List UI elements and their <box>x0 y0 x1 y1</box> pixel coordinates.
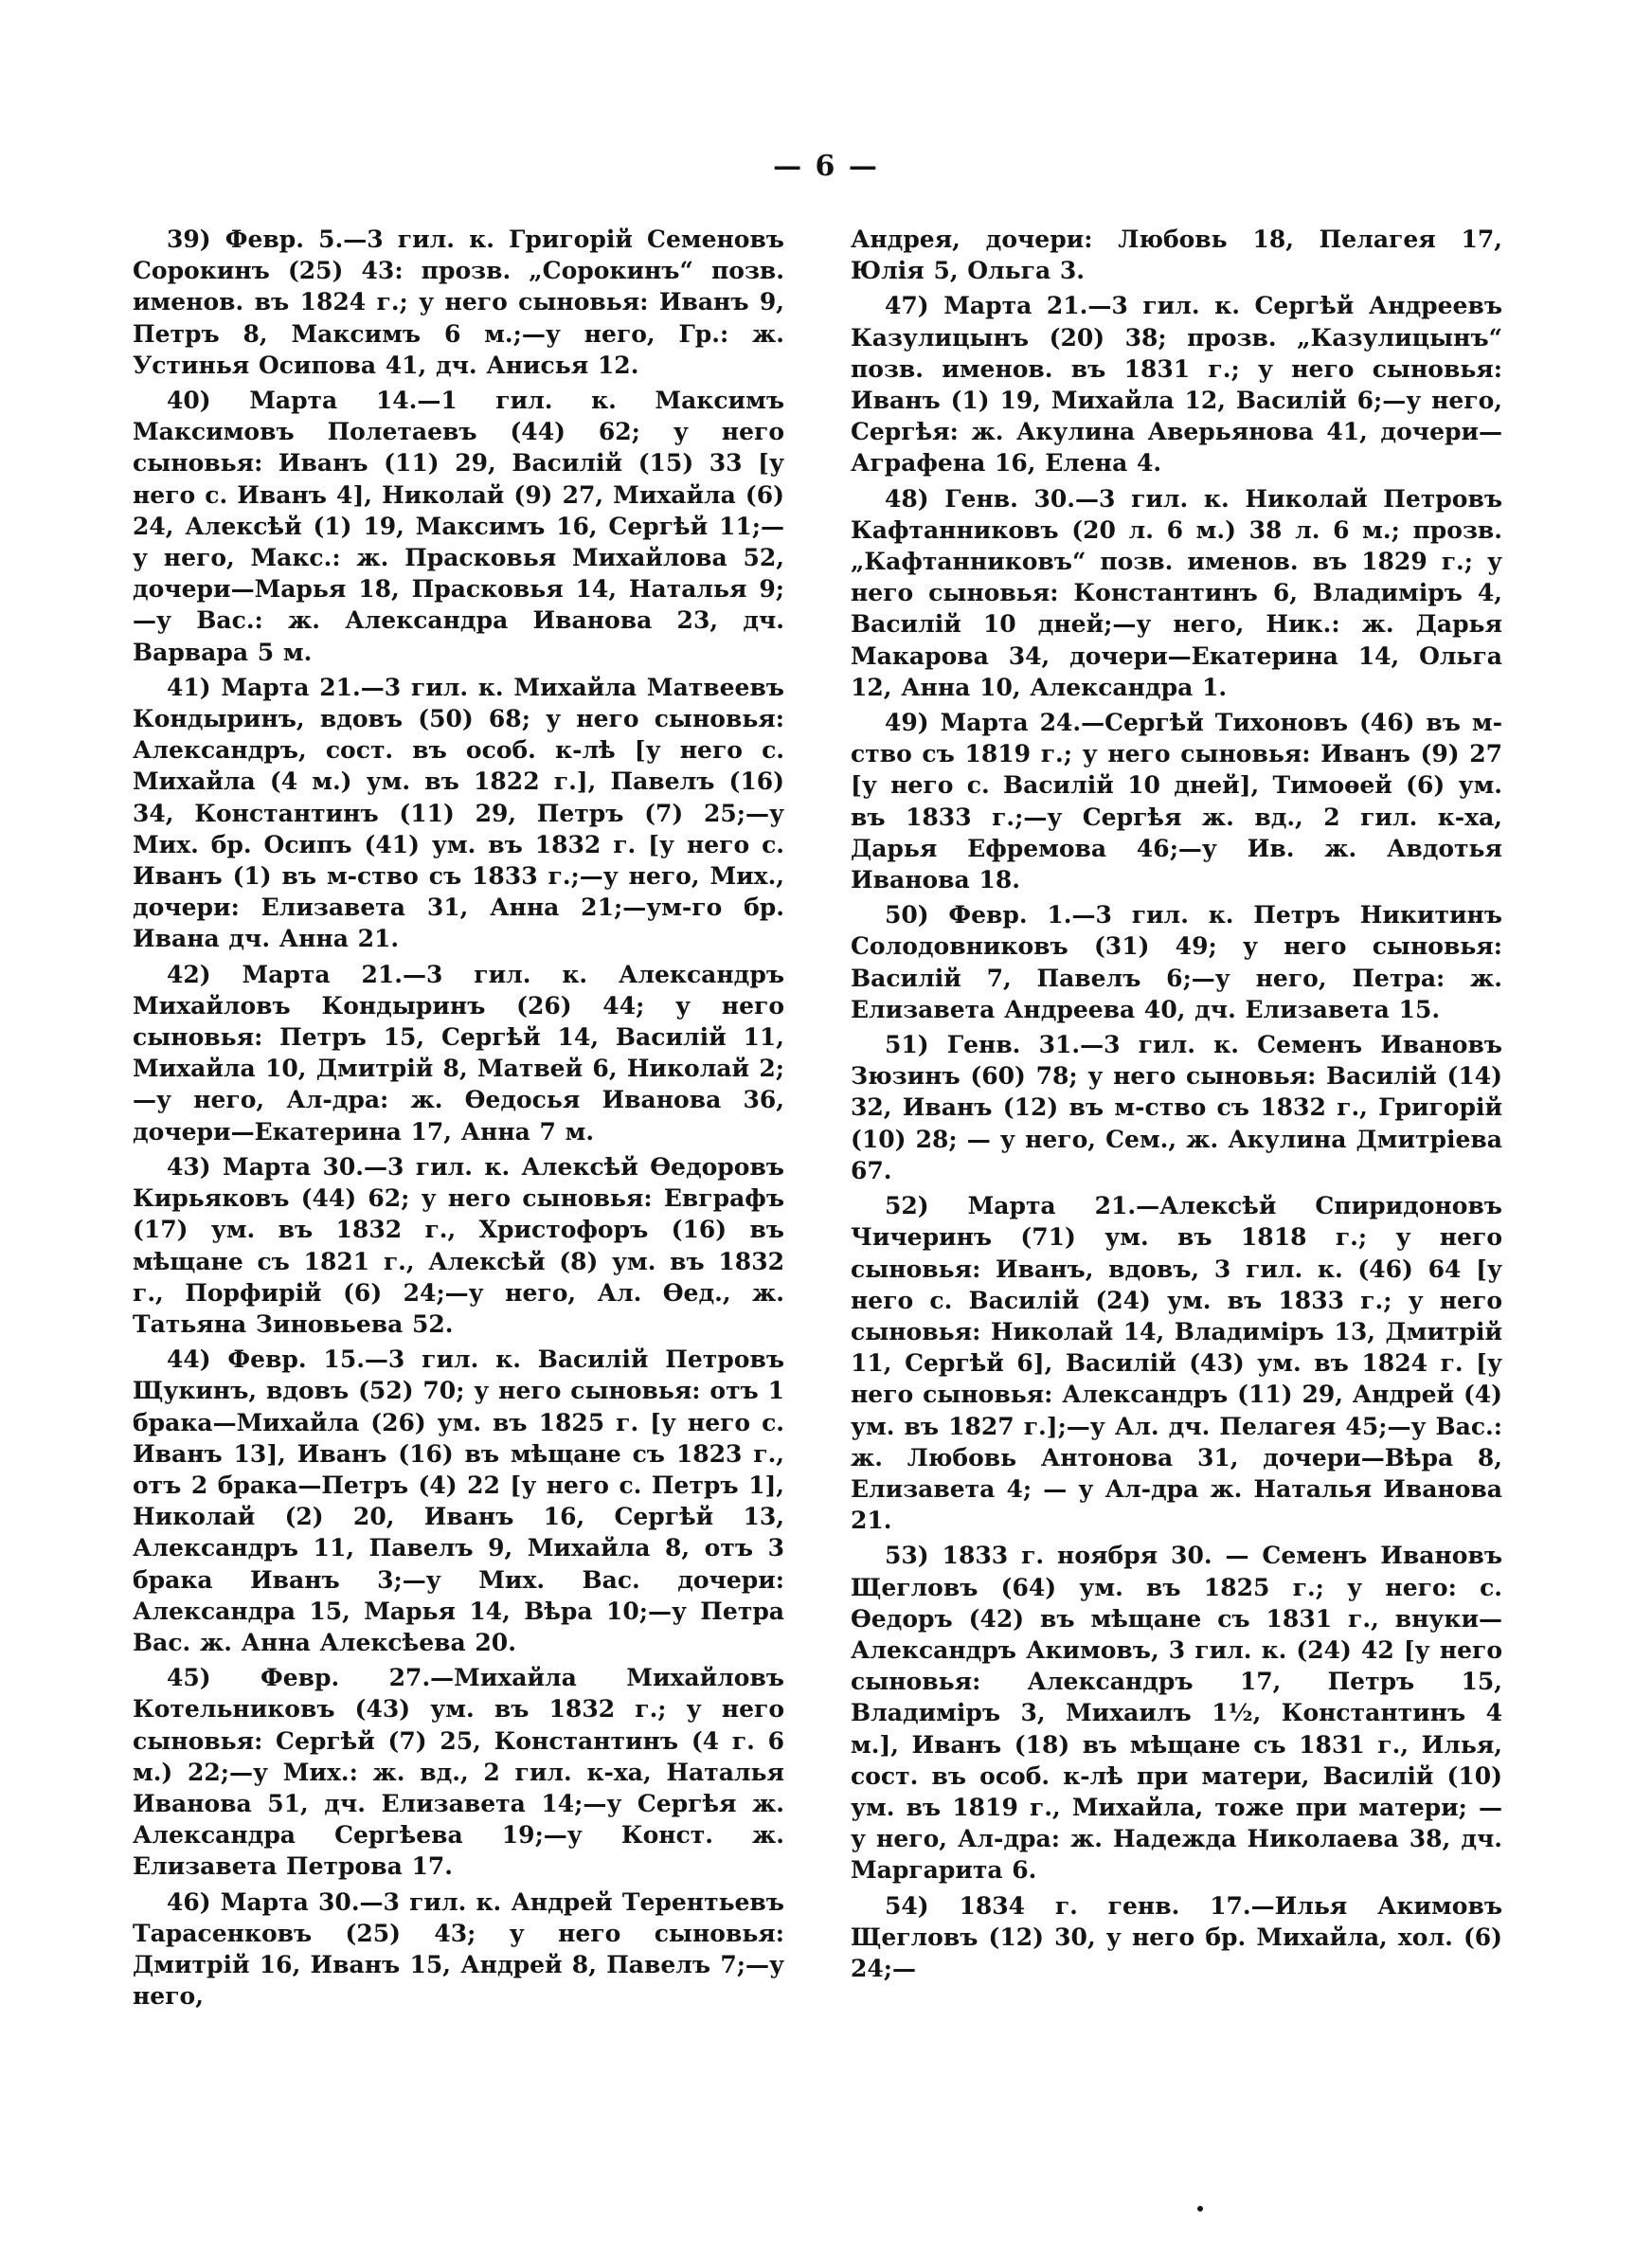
page-number: — 6 — <box>773 150 879 183</box>
entry-46: 46) Марта 30.—3 гил. к. Андрей Терентьевъ Тарасенковъ (25) 43; у него сыновья: Дмитрій 16, Иванъ 15, Андрей 8, Павелъ 7;—у него, <box>133 1887 784 2011</box>
left-column <box>133 224 784 2015</box>
right-column <box>851 224 1502 1988</box>
entry-49: 49) Марта 24.—Сергѣй Тихоновъ (46) въ м-ство съ 1819 г.; у него сыновья: Иванъ (9) 27 [у него с. Василій 10 дней], Тимоѳей (6) ум. въ 1833 г.;—у Сергѣя ж. вд., 2 гил. к-ха, Дарья Ефремова 46;—у Ив. ж. Авдотья Иванова 18. <box>851 709 1502 894</box>
entry-39: 39) Февр. 5.—3 гил. к. Григорій Семеновъ Сорокинъ (25) 43: прозв. „Сорокинъ“ позв. именов. въ 1824 г.; у него сыновья: Иванъ 9, Петръ 8, Максимъ 6 м.;—у него, Гр.: ж. Устинья Осипова 41, дч. Анисья 12. <box>133 226 784 379</box>
entry-45: 45) Февр. 27.—Михайла Михайловъ Котельниковъ (43) ум. въ 1832 г.; у него сыновья: Сергѣй (7) 25, Константинъ (4 г. 6 м.) 22;—у Мих.: ж. вд., 2 гил. к-ха, Наталья Иванова 51, дч. Елизавета 14;—у Сергѣя ж. Александра Сергѣева 19;—у Конст. ж. Елизавета Петрова 17. <box>133 1664 784 1881</box>
entry-53: 53) 1833 г. ноября 30. — Семенъ Ивановъ Щегловъ (64) ум. въ 1825 г.; у него: с. Ѳедоръ (42) въ мѣщане съ 1831 г., внуки—Александръ Акимовъ, 3 гил. к. (24) 42 [у него сыновья: Александръ 17, Петръ 15, Владиміръ 3, Михаилъ 1½, Константинъ 4 м.], Иванъ (18) въ мѣщане съ 1831 г., Илья, сост. въ особ. к-лѣ при матери, Василій (10) ум. въ 1819 г., Михайла, тоже при матери; — у него, Ал-дра: ж. Надежда Николаева 38, дч. Маргарита 6. <box>851 1542 1502 1885</box>
entry-50: 50) Февр. 1.—3 гил. к. Петръ Никитинъ Солодовниковъ (31) 49; у него сыновья: Василій 7, Павелъ 6;—у него, Петра: ж. Елизавета Андреева 40, дч. Елизавета 15. <box>851 901 1502 1023</box>
entry-42: 42) Марта 21.—3 гил. к. Александръ Михайловъ Кондыринъ (26) 44; у него сыновья: Петръ 15, Сергѣй 14, Василій 11, Михайла 10, Дмитрій 8, Матвей 6, Николай 2;—у него, Ал-дра: ж. Ѳедосья Иванова 36, дочери—Екатерина 17, Анна 7 м. <box>133 960 784 1146</box>
entry-41: 41) Марта 21.—3 гил. к. Михайла Матвеевъ Кондыринъ, вдовъ (50) 68; у него сыновья: Александръ, сост. въ особ. к-лѣ [у него с. Михайла (4 м.) ум. въ 1822 г.], Павелъ (16) 34, Константинъ (11) 29, Петръ (7) 25;—у Мих. бр. Осипъ (41) ум. въ 1832 г. [у него с. Иванъ (1) въ м-ство съ 1833 г.;—у него, Мих., дочери: Елизавета 31, Анна 21;—ум-го бр. Ивана дч. Анна 21. <box>133 673 784 953</box>
entry-52: 52) Марта 21.—Алексѣй Спиридоновъ Чичеринъ (71) ум. въ 1818 г.; у него сыновья: Иванъ, вдовъ, 3 гил. к. (46) 64 [у него с. Василій (24) ум. въ 1833 г.; у него сыновья: Николай 14, Владиміръ 13, Дмитрій 11, Сергѣй 6], Василій (43) ум. въ 1824 г. [у него сыновья: Александръ (11) 29, Андрей (4) ум. въ 1827 г.];—у Ал. дч. Пелагея 45;—у Вас.: ж. Любовь Антонова 31, дочери—Вѣра 8, Елизавета 4; — у Ал-дра ж. Наталья Иванова 21. <box>851 1192 1502 1535</box>
entry-47: 47) Марта 21.—3 гил. к. Сергѣй Андреевъ Казулицынъ (20) 38; прозв. „Казулицынъ“ позв. именов. въ 1831 г.; у него сыновья: Иванъ (1) 19, Михайла 12, Василій 6;—у него, Сергѣя: ж. Акулина Аверьянова 41, дочери—Аграфена 16, Елена 4. <box>851 292 1502 478</box>
entry-43: 43) Марта 30.—3 гил. к. Алексѣй Ѳедоровъ Кирьяковъ (44) 62; у него сыновья: Евграфъ (17) ум. въ 1832 г., Христофоръ (16) въ мѣщане съ 1821 г., Алексѣй (8) ум. въ 1832 г., Порфирій (6) 24;—у него, Ал. Ѳед., ж. Татьяна Зиновьева 52. <box>133 1152 784 1338</box>
entry-54: 54) 1834 г. генв. 17.—Илья Акимовъ Щегловъ (12) 30, у него бр. Михайла, хол. (6) 24;— <box>851 1891 1502 1982</box>
print-speck <box>1197 2206 1203 2212</box>
entry-46-continuation: Андрея, дочери: Любовь 18, Пелагея 17, Юлія 5, Ольга 3. <box>851 226 1502 285</box>
entry-40: 40) Марта 14.—1 гил. к. Максимъ Максимовъ Полетаевъ (44) 62; у него сыновья: Иванъ (11) 29, Василій (15) 33 [у него с. Иванъ 4], Николай (9) 27, Михайла (6) 24, Алексѣй (1) 19, Максимъ 16, Сергѣй 11;—у него, Макс.: ж. Прасковья Михайлова 52, дочери—Марья 18, Прасковья 14, Наталья 9;—у Вас.: ж. Александра Иванова 23, дч. Варвара 5 м. <box>133 387 784 666</box>
entry-51: 51) Генв. 31.—3 гил. к. Семенъ Ивановъ Зюзинъ (60) 78; у него сыновья: Василій (14) 32, Иванъ (12) въ м-ство съ 1832 г., Григорій (10) 28; — у него, Сем., ж. Акулина Дмитріева 67. <box>851 1031 1502 1184</box>
entry-48: 48) Генв. 30.—3 гил. к. Николай Петровъ Кафтанниковъ (20 л. 6 м.) 38 л. 6 м.; прозв. „Кафтанниковъ“ позв. именов. въ 1829 г.; у него сыновья: Константинъ 6, Владиміръ 4, Василій 10 дней;—у него, Ник.: ж. Дарья Макарова 34, дочери—Екатерина 14, Ольга 12, Анна 10, Александра 1. <box>851 484 1502 701</box>
entry-44: 44) Февр. 15.—3 гил. к. Василій Петровъ Щукинъ, вдовъ (52) 70; у него сыновья: отъ 1 брака—Михайла (26) ум. въ 1825 г. [у него с. Иванъ 13], Иванъ (16) въ мѣщане съ 1823 г., отъ 2 брака—Петръ (4) 22 [у него с. Петръ 1], Николай (2) 20, Иванъ 16, Сергѣй 13, Александръ 11, Павелъ 9, Михайла 8, отъ 3 брака Иванъ 3;—у Мих. Вас. дочери: Александра 15, Марья 14, Вѣра 10;—у Петра Вас. ж. Анна Алексѣева 20. <box>133 1345 784 1656</box>
